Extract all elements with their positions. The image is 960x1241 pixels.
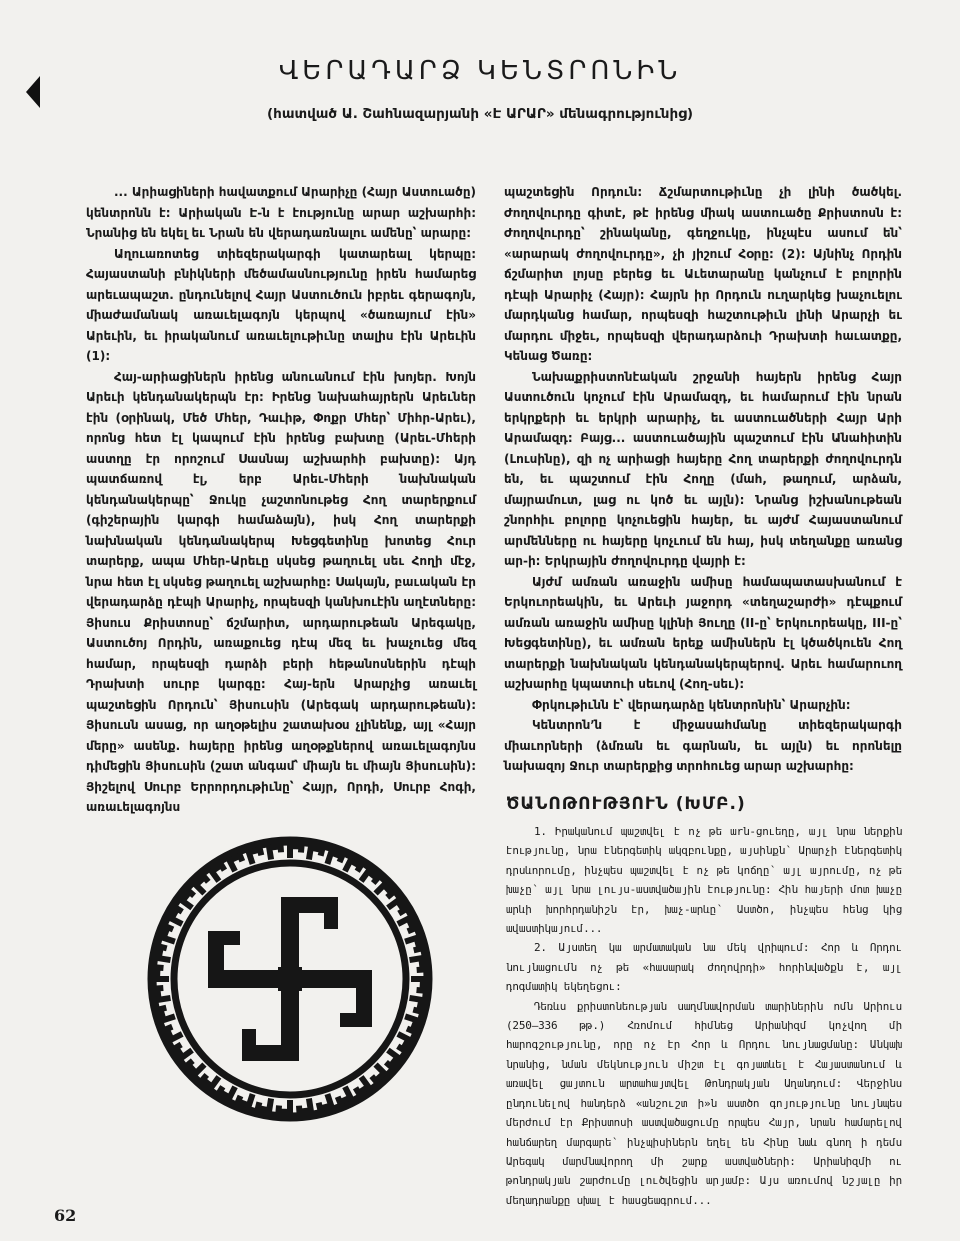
article-subtitle: (հատված Ա. Շահնազարյանի «Է ԱՐԱՐ» մենագրությունից) [266, 106, 694, 122]
article-paragraph: պաշտեցին Որդուն: Ճշմարտութիւնը չի լինի ծածկել. Ժողովուրդը գիտէ, թէ իրենց միակ աստուածը Քրիստոսն է: Ժողովուրդը՝ շինականը, գեղջուկը, ինչպէս ասում են՝ «արարակ ժողովուրդը», չի յիշում Հօրը: (2): Այնինչ Որդին ճշմարիտ լոյսը բերեց եւ Աւետարանը կանչում է բոլորին դէպի Արարիչ (Հայր): Հայրն իր Որդուն ուղարկեց խաչուելու մարդկանց համար, որպեսզի հաշտութիւն լինի Արարչի եւ մարդու միջեւ, որպեսզի վերադարձուի Դրախտի հաւատքը, Կենաց Ծառը: [504, 185, 902, 363]
article-title: ՎԵՐԱԴԱՐՁ ԿԵՆՏՐՈՆԻՆ [278, 56, 682, 86]
note-paragraph: 1. Իրականում պաշտվել է ոչ թե աrն-ցուեղը, այլ նրա ներքին էությունը, նրա էներգետիկ ակզբունքը, այսինքն՝ Արարչի էներգետիկ դրսևորումը, ինչպես պաշտվել է ոչ թե կոճղը՝ այլ այրումը, ոչ թե խաչը՝ այլ նրա լույս-աստվածային էությունը: Հին հայերի մոտ խաչը արևի խորհրդանիշն էր, խաչ-արևը՝ Աստծո, ինչպես հենց կից ավաստիկայում... [506, 825, 902, 936]
note-paragraph: 2. Այստեղ կա արմատական նա մեկ վրիպում: Հոր և Որդու նույնացումն ոչ թե «հասարակ ժողովրդի» հորինվածքն է, այլ դոգմատիկ եկեղեցու: [506, 941, 902, 994]
article-paragraph: Հայ-արիացիներն իրենց անուանում էին խոյեր. Խոյն Արեւի կենդանակերպն էր: Իրենց նախահայրերն Արեւներ էին (օրինակ, Մեծ Մհեր, Դաւիթ, Փոքր Մհեր՝ Միհր-Արեւ), որոնց հետ էլ կապում էին իրենց բախտը (Արեւ-Մհերի աստղը էր որոշում Սասնայ աշխարհի բախտը): Այդ պատճառով էլ, երբ Արեւ-Մհերի նախնական կենդանակերպը՝ Ջուկը չաշտոնութեց Հող տարերքում (գիշերային կարգի համաձայն), իսկ Հող տարերքի նախնական կենդանակերպ Խեցգետինը խոտեց Հուր տարերք, ապա Մհեր-Արեւը սկսեց թաղուել սեւ Հողի մէջ, նրա հետ էլ սկսեց թաղուել աշխարհը: Սակայն, բաւական էր վերադարձը դէպի Արարիչ, որպեսզի կանխուէին աղէտները: Յիսուս Քրիստոսը՝ ճշմարիտ, արդարութեան Արեգակը, Աստուծոյ Որդին, առաքուեց դէպ մեզ եւ խաչուեց մեզ համար, որպեսզի դարձի բերի հեթանոսներին դէպի Դրախտի սուրբ կարգը: Հայ-երն Արարչից առաւել պաշտեցին Որդուն՝ Յիսուսին (Արեգակ արդարութեան): Յիսուսն ասաց, որ աղօթելիս շատախօս չլինենք, այլ «Հայր մերը» ասենք. հայերը իրենց աղօթքներով առաւելագոյնս դիմեցին Յիսուսին (շատ անգամ՝ միայն եւ միայն Յիսուսին): Յիշելով Սուրբ Երրորդութիւնը՝ Հայր, Որդի, Սուրբ Հոգի, առաւելագոյնս [86, 369, 476, 814]
article-column-left [86, 182, 476, 814]
article-paragraph: Այժմ ամռան առաջին ամիսը համապատասխանում է Երկուորեակին, եւ Արեւի յաջորդ «տեղաշարժի» դէպքում ամռան առաջին ամիսը կլինի Յուղը (II-ը՝ Երկուորեակը, III-ը՝ Խեցգետինը), եւ ամռան երեք ամիսներն էլ կծածկուեն Հող տարերքի նախնական կենդանակերպերով. Արեւ համարուող աշխարհը կպատուի սեւով (Հող-սեւ): [504, 574, 902, 691]
article-paragraph: Նախաքրիստոնէական շրջանի հայերն իրենց Հայր Աստուծուն կոչում էին Արամազդ, եւ համարում էին նրան երկրքերի եւ երկրի արարիչ, եւ աստուածների Հայր Արի Արամազդ: Բայց... աստուածային պաշտում էին Անահիտին (Լուսինը), զի ոչ արիացի հայերը Հող տարերքի ժողովուրդն են, եւ պաշտում էին Հողը (մահ, թաղում, արձան, մայրամուտ, լաց ու կոծ եւ այլն): Նրանց իշխանութեան շնորհիւ բոլորը կոչուեցին հայեր, եւ այժմ Հայաստանում արմենները ու հայերը կոչւում են հայ, իսկ տեղանքը առանց ար-ի: Երկրային ժողովուրդը վայրի է: [504, 369, 902, 568]
note-body [506, 822, 902, 1207]
article-paragraph: Կենտրոն՚ն է միջասահմանը տիեզերակարգի միաւորների (ձմռան եւ գարնան, եւ այլն) եւ որոնելը նախազոյ Ջուր տարերքից տրոհուեց արար աշխարհը: [504, 718, 902, 773]
note-paragraph: Դեռևս քրիստոնեության սաղմնավորման տարիներին ոմն Արիուս (250—336 թթ.) Հռոմում հիմնեց Արիանիզմ կոչվող մի հարոգշությունը, որը ոչ էր Հոր և Որդու նույնացմանը: Անկախ նրանից, նման մեկնություն միշտ էլ գոյատևել է Հայաստանում և առավել ցայտուն արտահայտվել Թոնդրակյան Աղանդում: Վերջինս ընդունելով հանդերձ «անշուշտ ի»ն աստծո գոյությունը նույնպես մերժում էր Քրիստոսի աստվածացումը որպես Հայր, նրան համարելով հանճարեղ մարգարե՝ ինչպիսիներն եղել են Հինը նաև գնող ի դեմս Արեգակ մարմնավորող մի շարք աստվածների: Արիանիզմի ու թոնդրակյան շարժումը լուծվեցին արյամբ: Այս առումով նշյալը իր մեղադրանքը սխալ է հասցեագրում... [506, 999, 902, 1207]
article-column-right [504, 182, 902, 773]
article-paragraph: Աղուառոտեց տիեզերակարգի կատարեալ կերպը: Հայաստանի բնիկների մեծամասնությունը իրեն համարեց արեւապաշտ. ընդունելով Հայր Աստուծուն իբրեւ գերագոյն, միաժամանակ առաւելագոյն կերպով «ծառայում էին» Արեւին, եւ իրականում առաւելութիւնը տալիս էին Արեւին (1): [86, 246, 476, 363]
swastika-emblem-icon [147, 836, 433, 1122]
note-heading: ԾԱՆՈԹՈՒԹՅՈՒՆ (ԽՄԲ.) [506, 794, 746, 814]
article-paragraph: Փրկութիւնն է՝ վերադարձը կենտրոնին՝ Արարչին: [532, 697, 851, 712]
article-paragraph: ... Արիացիների հավատքում Արարիչը (Հայր Աստուածը) կենտրոնն է: Արիական Է-ն է էությունը արար աշխարհի: Նրանից են եկել եւ Նրան են վերադառնալու ամենը՝ արարը: [86, 185, 476, 240]
page-number: 62 [54, 1206, 77, 1225]
